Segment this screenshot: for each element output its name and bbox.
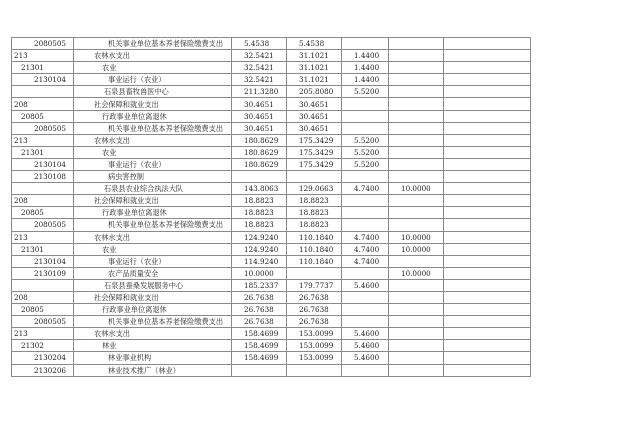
basic-expenditure-cell: 175.3429: [287, 134, 342, 146]
project-expenditure-cell: [389, 171, 444, 183]
subject-code-cell: 21301: [12, 243, 74, 255]
subject-name-cell: 社会保障和就业支出: [74, 291, 232, 303]
subject-code-cell: 2080505: [12, 122, 74, 134]
public-expenditure-cell: 4.7400: [342, 255, 389, 267]
subject-name-cell: 社会保障和就业支出: [74, 195, 232, 207]
public-expenditure-cell: 1.4400: [342, 50, 389, 62]
basic-expenditure-cell: [287, 267, 342, 279]
basic-expenditure-cell: [287, 364, 342, 376]
subject-name-cell: 行政事业单位离退休: [74, 207, 232, 219]
total-amount-cell: 114.9240: [232, 255, 287, 267]
project-expenditure-cell: [389, 74, 444, 86]
table-row: [12, 98, 531, 110]
total-amount-cell: 18.8823: [232, 207, 287, 219]
project-expenditure-cell: [389, 158, 444, 170]
subject-name-cell: 事业运行（农业）: [74, 255, 232, 267]
table-row: [12, 352, 531, 364]
table-row: [12, 207, 531, 219]
subject-code-cell: 2130104: [12, 158, 74, 170]
public-expenditure-cell: 1.4400: [342, 62, 389, 74]
blank-cell: [444, 340, 531, 352]
blank-cell: [444, 195, 531, 207]
project-expenditure-cell: [389, 304, 444, 316]
table-row: [12, 328, 531, 340]
project-expenditure-cell: [389, 255, 444, 267]
table-row: [12, 267, 531, 279]
subject-code-cell: [12, 279, 74, 291]
public-expenditure-cell: [342, 171, 389, 183]
subject-name-cell: 机关事业单位基本养老保险缴费支出: [74, 38, 232, 50]
basic-expenditure-cell: 153.0099: [287, 340, 342, 352]
budget-table-body: [12, 38, 531, 377]
blank-cell: [444, 38, 531, 50]
total-amount-cell: 26.7638: [232, 291, 287, 303]
blank-cell: [444, 98, 531, 110]
public-expenditure-cell: 5.5200: [342, 146, 389, 158]
total-amount-cell: 158.4699: [232, 352, 287, 364]
public-expenditure-cell: 5.5200: [342, 134, 389, 146]
subject-name-cell: 林业技术推广（林业）: [74, 364, 232, 376]
blank-cell: [444, 328, 531, 340]
basic-expenditure-cell: 153.0099: [287, 352, 342, 364]
basic-expenditure-cell: 110.1840: [287, 243, 342, 255]
total-amount-cell: 158.4699: [232, 328, 287, 340]
project-expenditure-cell: 10.0000: [389, 267, 444, 279]
public-expenditure-cell: [342, 122, 389, 134]
table-row: [12, 364, 531, 376]
basic-expenditure-cell: 26.7638: [287, 291, 342, 303]
basic-expenditure-cell: 30.4651: [287, 110, 342, 122]
table-row: [12, 255, 531, 267]
budget-table: [11, 37, 531, 377]
subject-code-cell: 2130109: [12, 267, 74, 279]
subject-name-cell: 事业运行（农业）: [74, 74, 232, 86]
blank-cell: [444, 267, 531, 279]
project-expenditure-cell: [389, 134, 444, 146]
blank-cell: [444, 231, 531, 243]
subject-name-cell: 林业事业机构: [74, 352, 232, 364]
table-row: [12, 171, 531, 183]
table-row: [12, 74, 531, 86]
basic-expenditure-cell: 18.8823: [287, 219, 342, 231]
subject-code-cell: 21302: [12, 340, 74, 352]
basic-expenditure-cell: 175.3429: [287, 158, 342, 170]
basic-expenditure-cell: 110.1840: [287, 231, 342, 243]
subject-name-cell: 农业: [74, 243, 232, 255]
total-amount-cell: 30.4651: [232, 122, 287, 134]
subject-code-cell: [12, 86, 74, 98]
total-amount-cell: [232, 364, 287, 376]
basic-expenditure-cell: 179.7737: [287, 279, 342, 291]
total-amount-cell: 18.8823: [232, 195, 287, 207]
blank-cell: [444, 86, 531, 98]
public-expenditure-cell: 1.4400: [342, 74, 389, 86]
subject-code-cell: 2130108: [12, 171, 74, 183]
table-row: [12, 340, 531, 352]
basic-expenditure-cell: 30.4651: [287, 98, 342, 110]
public-expenditure-cell: 5.4600: [342, 340, 389, 352]
subject-code-cell: 213: [12, 50, 74, 62]
blank-cell: [444, 291, 531, 303]
project-expenditure-cell: [389, 98, 444, 110]
total-amount-cell: 30.4651: [232, 98, 287, 110]
total-amount-cell: 124.9240: [232, 243, 287, 255]
project-expenditure-cell: 10.0000: [389, 183, 444, 195]
total-amount-cell: 180.8629: [232, 146, 287, 158]
total-amount-cell: 32.5421: [232, 74, 287, 86]
table-row: [12, 50, 531, 62]
subject-name-cell: 机关事业单位基本养老保险缴费支出: [74, 316, 232, 328]
project-expenditure-cell: [389, 110, 444, 122]
project-expenditure-cell: [389, 316, 444, 328]
subject-code-cell: 2080505: [12, 316, 74, 328]
blank-cell: [444, 207, 531, 219]
total-amount-cell: 26.7638: [232, 304, 287, 316]
table-row: [12, 316, 531, 328]
subject-name-cell: 机关事业单位基本养老保险缴费支出: [74, 219, 232, 231]
subject-code-cell: [12, 183, 74, 195]
subject-code-cell: 20805: [12, 207, 74, 219]
blank-cell: [444, 62, 531, 74]
subject-name-cell: 石泉县农业综合执法大队: [74, 183, 232, 195]
subject-code-cell: 213: [12, 328, 74, 340]
public-expenditure-cell: 5.4600: [342, 328, 389, 340]
basic-expenditure-cell: 31.1021: [287, 74, 342, 86]
table-row: [12, 158, 531, 170]
public-expenditure-cell: [342, 195, 389, 207]
table-row: [12, 231, 531, 243]
basic-expenditure-cell: 26.7638: [287, 316, 342, 328]
table-row: [12, 38, 531, 50]
blank-cell: [444, 219, 531, 231]
project-expenditure-cell: [389, 122, 444, 134]
project-expenditure-cell: [389, 62, 444, 74]
subject-name-cell: 病虫害控制: [74, 171, 232, 183]
blank-cell: [444, 171, 531, 183]
subject-name-cell: 石泉县蚕桑发展服务中心: [74, 279, 232, 291]
project-expenditure-cell: [389, 219, 444, 231]
total-amount-cell: 5.4538: [232, 38, 287, 50]
project-expenditure-cell: [389, 38, 444, 50]
subject-name-cell: 机关事业单位基本养老保险缴费支出: [74, 122, 232, 134]
project-expenditure-cell: [389, 86, 444, 98]
project-expenditure-cell: [389, 50, 444, 62]
subject-code-cell: 213: [12, 134, 74, 146]
basic-expenditure-cell: 5.4538: [287, 38, 342, 50]
subject-name-cell: 行政事业单位离退休: [74, 304, 232, 316]
total-amount-cell: 10.0000: [232, 267, 287, 279]
public-expenditure-cell: [342, 316, 389, 328]
blank-cell: [444, 110, 531, 122]
subject-code-cell: 2080505: [12, 38, 74, 50]
blank-cell: [444, 50, 531, 62]
total-amount-cell: 124.9240: [232, 231, 287, 243]
table-row: [12, 110, 531, 122]
total-amount-cell: 180.8629: [232, 134, 287, 146]
total-amount-cell: 18.8823: [232, 219, 287, 231]
public-expenditure-cell: [342, 98, 389, 110]
subject-name-cell: 农林水支出: [74, 328, 232, 340]
blank-cell: [444, 74, 531, 86]
blank-cell: [444, 364, 531, 376]
table-row: [12, 86, 531, 98]
project-expenditure-cell: [389, 279, 444, 291]
subject-name-cell: 农林水支出: [74, 231, 232, 243]
total-amount-cell: 30.4651: [232, 110, 287, 122]
total-amount-cell: 32.5421: [232, 50, 287, 62]
table-row: [12, 219, 531, 231]
table-row: [12, 134, 531, 146]
blank-cell: [444, 183, 531, 195]
project-expenditure-cell: [389, 146, 444, 158]
subject-name-cell: 行政事业单位离退休: [74, 110, 232, 122]
total-amount-cell: 185.2337: [232, 279, 287, 291]
table-row: [12, 243, 531, 255]
subject-name-cell: 农业: [74, 146, 232, 158]
project-expenditure-cell: [389, 291, 444, 303]
subject-code-cell: 20805: [12, 110, 74, 122]
subject-code-cell: 21301: [12, 146, 74, 158]
total-amount-cell: 211.3280: [232, 86, 287, 98]
subject-name-cell: 农林水支出: [74, 50, 232, 62]
project-expenditure-cell: [389, 328, 444, 340]
total-amount-cell: 180.8629: [232, 158, 287, 170]
total-amount-cell: 32.5421: [232, 62, 287, 74]
project-expenditure-cell: [389, 340, 444, 352]
blank-cell: [444, 243, 531, 255]
table-row: [12, 279, 531, 291]
project-expenditure-cell: [389, 364, 444, 376]
basic-expenditure-cell: 18.8823: [287, 207, 342, 219]
project-expenditure-cell: [389, 195, 444, 207]
public-expenditure-cell: [342, 364, 389, 376]
basic-expenditure-cell: 31.1021: [287, 62, 342, 74]
project-expenditure-cell: [389, 207, 444, 219]
project-expenditure-cell: 10.0000: [389, 243, 444, 255]
project-expenditure-cell: 10.0000: [389, 231, 444, 243]
subject-code-cell: 208: [12, 98, 74, 110]
basic-expenditure-cell: 26.7638: [287, 304, 342, 316]
subject-code-cell: 208: [12, 195, 74, 207]
basic-expenditure-cell: 110.1840: [287, 255, 342, 267]
blank-cell: [444, 352, 531, 364]
total-amount-cell: [232, 171, 287, 183]
public-expenditure-cell: [342, 219, 389, 231]
subject-code-cell: 2130204: [12, 352, 74, 364]
public-expenditure-cell: [342, 267, 389, 279]
public-expenditure-cell: [342, 291, 389, 303]
public-expenditure-cell: 5.5200: [342, 86, 389, 98]
basic-expenditure-cell: 175.3429: [287, 146, 342, 158]
subject-name-cell: 事业运行（农业）: [74, 158, 232, 170]
subject-name-cell: 林业: [74, 340, 232, 352]
public-expenditure-cell: 4.7400: [342, 243, 389, 255]
subject-code-cell: 213: [12, 231, 74, 243]
basic-expenditure-cell: 31.1021: [287, 50, 342, 62]
subject-code-cell: 20805: [12, 304, 74, 316]
subject-name-cell: 石泉县畜牧兽医中心: [74, 86, 232, 98]
total-amount-cell: 26.7638: [232, 316, 287, 328]
basic-expenditure-cell: 18.8823: [287, 195, 342, 207]
total-amount-cell: 158.4699: [232, 340, 287, 352]
public-expenditure-cell: [342, 38, 389, 50]
table-row: [12, 62, 531, 74]
basic-expenditure-cell: 153.0099: [287, 328, 342, 340]
blank-cell: [444, 122, 531, 134]
table-row: [12, 122, 531, 134]
subject-name-cell: 社会保障和就业支出: [74, 98, 232, 110]
basic-expenditure-cell: [287, 171, 342, 183]
table-row: [12, 195, 531, 207]
blank-cell: [444, 316, 531, 328]
blank-cell: [444, 304, 531, 316]
public-expenditure-cell: 4.7400: [342, 231, 389, 243]
public-expenditure-cell: [342, 304, 389, 316]
table-row: [12, 304, 531, 316]
public-expenditure-cell: 5.5200: [342, 158, 389, 170]
subject-name-cell: 农林水支出: [74, 134, 232, 146]
blank-cell: [444, 146, 531, 158]
subject-code-cell: 2080505: [12, 219, 74, 231]
subject-code-cell: 2130206: [12, 364, 74, 376]
table-row: [12, 291, 531, 303]
public-expenditure-cell: 5.4600: [342, 352, 389, 364]
public-expenditure-cell: 4.7400: [342, 183, 389, 195]
blank-cell: [444, 279, 531, 291]
blank-cell: [444, 158, 531, 170]
basic-expenditure-cell: 129.0663: [287, 183, 342, 195]
blank-cell: [444, 255, 531, 267]
subject-name-cell: 农产品质量安全: [74, 267, 232, 279]
blank-cell: [444, 134, 531, 146]
basic-expenditure-cell: 205.8080: [287, 86, 342, 98]
project-expenditure-cell: [389, 352, 444, 364]
subject-code-cell: 2130104: [12, 74, 74, 86]
subject-code-cell: 208: [12, 291, 74, 303]
total-amount-cell: 143.8063: [232, 183, 287, 195]
table-row: [12, 146, 531, 158]
subject-code-cell: 21301: [12, 62, 74, 74]
subject-code-cell: 2130104: [12, 255, 74, 267]
table-row: [12, 183, 531, 195]
public-expenditure-cell: 5.4600: [342, 279, 389, 291]
public-expenditure-cell: [342, 207, 389, 219]
public-expenditure-cell: [342, 110, 389, 122]
subject-name-cell: 农业: [74, 62, 232, 74]
basic-expenditure-cell: 30.4651: [287, 122, 342, 134]
